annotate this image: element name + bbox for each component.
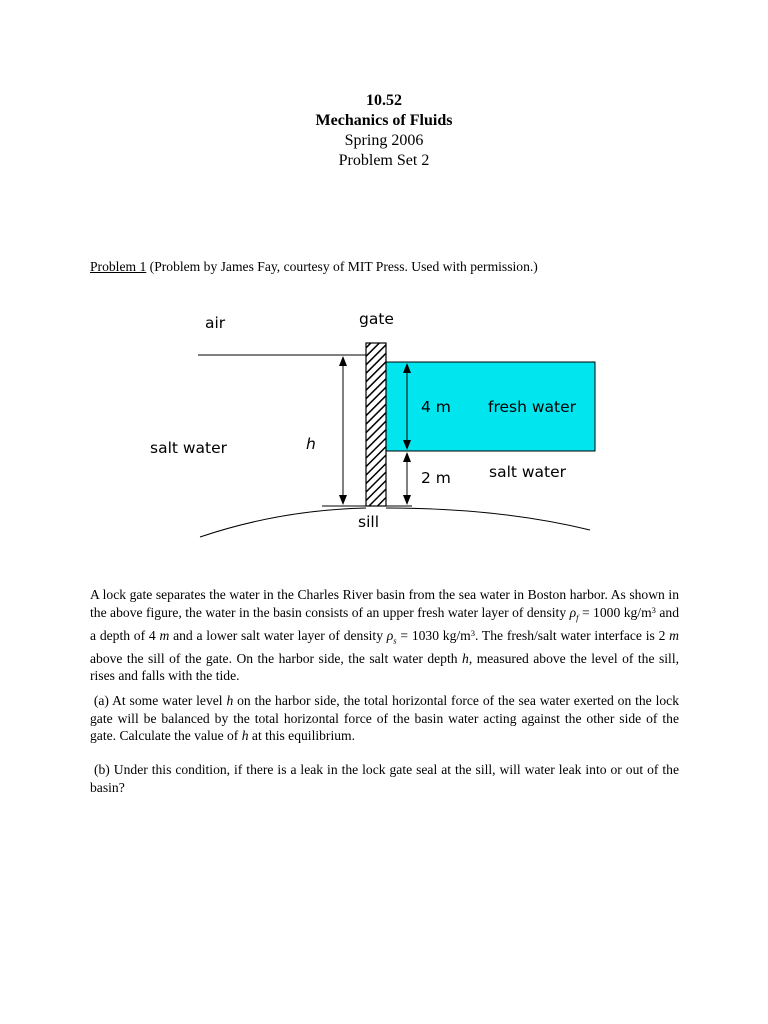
variable-h: h (462, 650, 469, 666)
text-run: A lock gate separates the water in the Charles River basin from the sea water in Boston harbor. As shown in the above figure, the water in the basin consists of an upper fresh water layer of density (90, 587, 679, 620)
title-block (0, 91, 768, 171)
text-run: = 1030 kg/m (396, 627, 471, 643)
variable-h: h (226, 693, 234, 708)
label-lower-depth: 2 m (421, 469, 451, 487)
label-h: h (306, 435, 316, 453)
ground-line (200, 508, 590, 537)
label-sill: sill (358, 513, 379, 531)
text-run: and a depth of 4 (90, 604, 679, 643)
unit-m: m (669, 627, 679, 643)
exponent: 3 (651, 604, 656, 615)
label-fresh-water: fresh water (488, 398, 577, 416)
question-a (90, 692, 679, 745)
problem-description (90, 586, 679, 685)
text-run: , measured above the level of the sill, rises and falls with the tide. (90, 650, 679, 684)
course-number: 10.52 (366, 92, 402, 109)
gate-wall (366, 343, 386, 506)
exponent: 3 (470, 627, 475, 638)
text-run: . The fresh/salt water interface is 2 (475, 627, 670, 643)
rho-f-symbol: ρ (569, 604, 577, 620)
label-salt-water-basin: salt water (489, 463, 567, 481)
problem-set-title: Problem Set 2 (338, 152, 430, 169)
lower-arrow-bottom (403, 495, 411, 505)
text-run: and a lower salt water layer of density (169, 627, 387, 643)
lock-gate-figure (0, 300, 768, 550)
term: Spring 2006 (344, 132, 424, 149)
problem-heading (90, 258, 690, 276)
label-gate: gate (359, 310, 394, 328)
text-run: above the sill of the gate. On the harbor side, the salt water depth (90, 650, 463, 666)
lower-arrow-top (403, 452, 411, 462)
text-run: (a) At some water level (93, 693, 227, 708)
text-run: (b) Under this condition, if there is a leak in the lock gate seal at the sill, will water leak into or out of the basin? (90, 762, 679, 795)
text-run: = 1000 kg/m (578, 604, 652, 620)
label-air: air (205, 314, 226, 332)
problem-label: Problem 1 (90, 259, 147, 274)
rho-s-subscript: s (393, 635, 397, 646)
variable-h: h (241, 728, 249, 743)
h-arrow-top (339, 356, 347, 366)
label-salt-water-harbor: salt water (150, 439, 228, 457)
text-run: on the harbor side, the total horizontal force of the sea water exerted on the lock gate will be balanced by the total horizontal force of the basin water acting against the other side of the gate. Calculate the value of (90, 693, 679, 743)
rho-f-subscript: f (576, 612, 579, 623)
question-b (90, 761, 679, 796)
unit-m: m (159, 627, 170, 643)
label-upper-depth: 4 m (421, 398, 451, 416)
course-title: Mechanics of Fluids (315, 112, 453, 129)
text-run: at this equilibrium. (248, 728, 356, 743)
rho-s-symbol: ρ (386, 627, 394, 643)
problem-credit: (Problem by James Fay, courtesy of MIT Press. Used with permission.) (146, 259, 538, 274)
h-arrow-bottom (339, 495, 347, 505)
